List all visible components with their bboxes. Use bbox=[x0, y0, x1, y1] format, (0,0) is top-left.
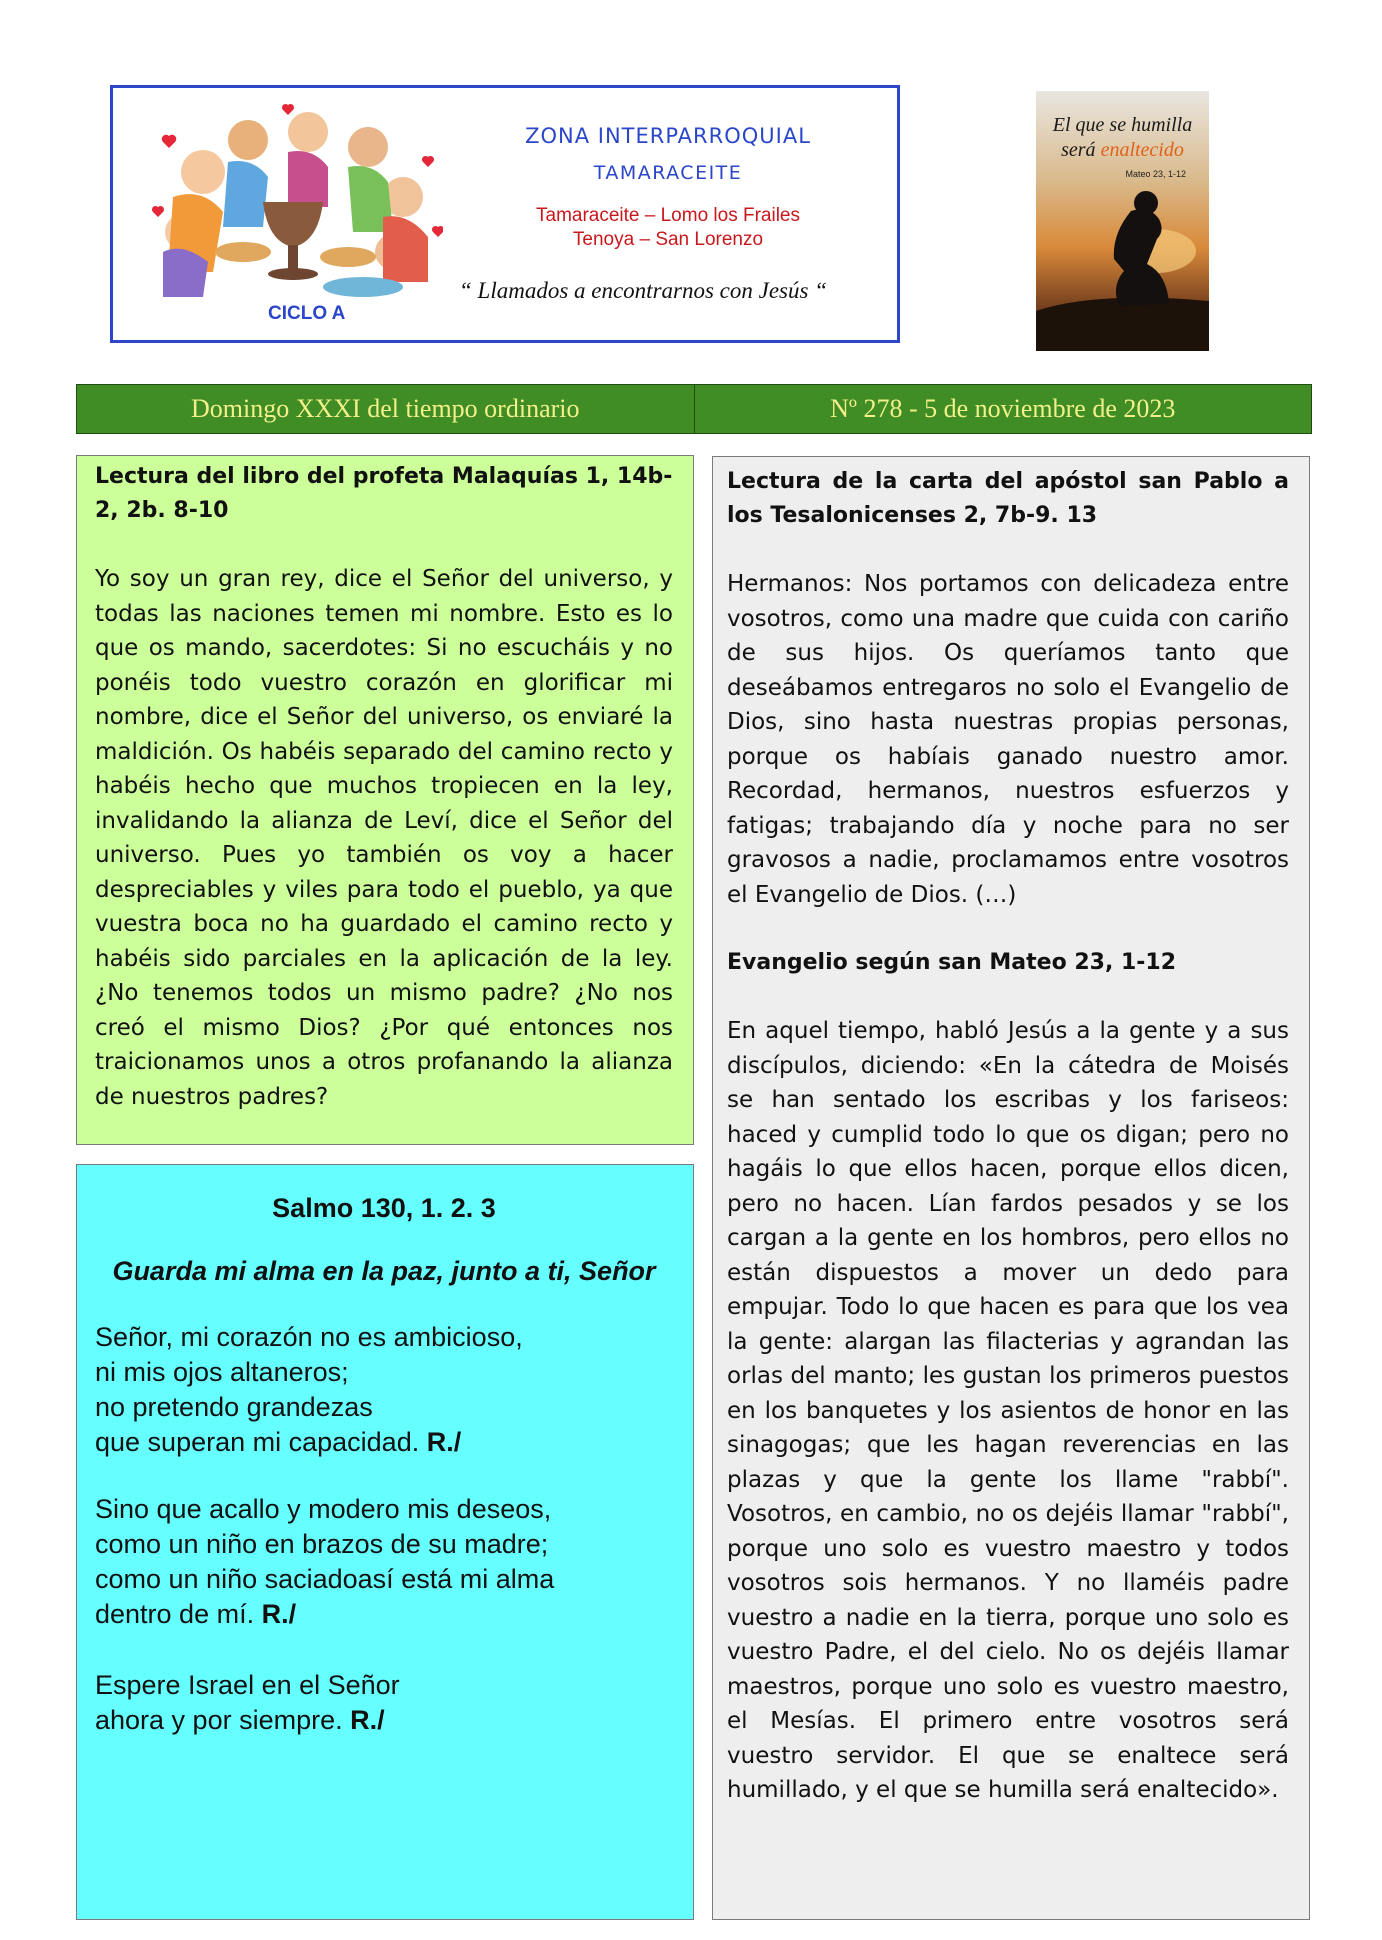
issue-date: Nº 278 - 5 de noviembre de 2023 bbox=[694, 385, 1312, 433]
stanza-line-text: que superan mi capacidad. bbox=[95, 1427, 427, 1457]
second-reading-gospel-box bbox=[712, 456, 1310, 1920]
places-line-2: Tenoya – San Lorenzo bbox=[572, 229, 764, 250]
cover-image bbox=[1036, 91, 1209, 351]
first-reading-text: Yo soy un gran rey, dice el Señor del universo, y todas las naciones temen mi nombre. Esto es lo que os mando, sacerdotes: Si no escucháis y no ponéis todo vuestro corazón en glorificar mi nombre, dice el Señor del universo, os enviaré la maldición. Os habéis separado del camino recto y habéis hecho que muchos tropiecen en la ley, invalidando la alianza de Leví, dice el Señor del universo. Pues yo también os voy a hacer despreciables y viles para todo el pueblo, ya que vuestra boca no ha guardado el camino recto y habéis sido parciales en la aplicación de la ley. ¿No tenemos todos un mismo padre? ¿No nos creó el mismo Dios? ¿Por qué entonces nos traicionamos unos a otros profanando la alianza de nuestros padres? bbox=[95, 566, 673, 1110]
cover-caption-word: será bbox=[1061, 139, 1101, 161]
date-bar bbox=[76, 384, 1312, 434]
response-marker: R./ bbox=[350, 1705, 385, 1735]
psalm-response: Guarda mi alma en la paz, junto a ti, Señor bbox=[112, 1256, 656, 1286]
cover-caption-line-2 bbox=[1036, 138, 1209, 163]
sunday-title: Domingo XXXI del tiempo ordinario bbox=[191, 394, 580, 423]
gospel-title: Evangelio según san Mateo 23, 1-12 bbox=[727, 950, 1177, 975]
psalm-box bbox=[76, 1164, 694, 1920]
first-reading-title: Lectura del libro del profeta Malaquías 1, 14b-2, 2b. 8-10 bbox=[95, 464, 673, 523]
stanza-line bbox=[95, 1597, 673, 1632]
stanza-line-text: ahora y por siempre. bbox=[95, 1705, 351, 1735]
stanza-line bbox=[95, 1425, 673, 1460]
stanza-line: como un niño saciadoasí está mi alma bbox=[95, 1564, 555, 1594]
cover-caption-accent: enaltecido bbox=[1100, 139, 1184, 161]
stanza-line: Sino que acallo y modero mis deseos, bbox=[95, 1494, 552, 1524]
response-marker: R./ bbox=[426, 1427, 462, 1457]
cover-reference: Mateo 23, 1-12 bbox=[1125, 169, 1186, 179]
psalm-stanza-3 bbox=[95, 1668, 673, 1738]
zone-title: ZONA INTERPARROQUIAL bbox=[525, 124, 811, 148]
second-reading-title: Lectura de la carta del apóstol san Pablo a los Tesalonicenses 2, 7b-9. 13 bbox=[727, 469, 1289, 528]
places-line-1: Tamaraceite – Lomo los Frailes bbox=[536, 205, 800, 226]
second-reading-text: Hermanos: Nos portamos con delicadeza entre vosotros, como una madre que cuida con cariño de sus hijos. Os queríamos tanto que deseábamos entregaros no solo el Evangelio de Dios, sino hasta nuestras propias personas, porque os habíais ganado nuestro amor. Recordad, hermanos, nuestros esfuerzos y fatigas; trabajando día y noche para no ser gravosos a nadie, proclamamos entre vosotros el Evangelio de Dios. (…) bbox=[727, 571, 1289, 908]
liturgical-cycle: CICLO A bbox=[268, 303, 346, 324]
motto: “ Llamados a encontrarnos con Jesús “ bbox=[458, 278, 827, 303]
psalm-title: Salmo 130, 1. 2. 3 bbox=[272, 1193, 496, 1223]
response-marker: R./ bbox=[261, 1599, 297, 1629]
cover-caption bbox=[1036, 113, 1209, 163]
stanza-line: como un niño en brazos de su madre; bbox=[95, 1529, 549, 1559]
psalm-stanza-1 bbox=[95, 1320, 673, 1460]
community-illustration bbox=[143, 102, 443, 302]
first-reading-box bbox=[76, 455, 694, 1145]
stanza-line: Señor, mi corazón no es ambicioso, bbox=[95, 1322, 523, 1352]
stanza-line: Espere Israel en el Señor bbox=[95, 1670, 400, 1700]
stanza-line: ni mis ojos altaneros; bbox=[95, 1357, 349, 1387]
parish-header bbox=[110, 85, 900, 343]
stanza-line: no pretendo grandezas bbox=[95, 1392, 373, 1422]
stanza-line-text: dentro de mí. bbox=[95, 1599, 262, 1629]
zone-places bbox=[463, 204, 873, 252]
stanza-line bbox=[95, 1703, 673, 1738]
psalm-stanza-2 bbox=[95, 1492, 673, 1632]
zone-subtitle: TAMARACEITE bbox=[593, 162, 743, 184]
cover-caption-line-1: El que se humilla bbox=[1052, 114, 1193, 136]
gospel-text: En aquel tiempo, habló Jesús a la gente y a sus discípulos, diciendo: «En la cátedra de Moisés se han sentado los escribas y los fariseos: haced y cumplid todo lo que os digan; pero no hagáis lo que ellos hacen, porque ellos dicen, pero no hacen. Lían fardos pesados y se los cargan a la gente en los hombros, pero ellos no están dispuestos a mover un dedo para empujar. Todo lo que hacen es para que los vea la gente: alargan las filacterias y agrandan las orlas del manto; les gustan los primeros puestos en los banquetes y los asientos de honor en las sinagogas; que les hagan reverencias en las plazas y que la gente los llame "rabbí". Vosotros, en cambio, no os dejéis llamar "rabbí", porque uno solo es vuestro maestro y todos vosotros sois hermanos. Y no llaméis padre vuestro a nadie en la tierra, porque uno solo es vuestro Padre, el del cielo. No os dejéis llamar maestros, porque uno solo es vuestro maestro, el Mesías. El primero entre vosotros será vuestro servidor. El que se enaltece será humillado, y el que se humilla será enaltecido». bbox=[727, 1018, 1289, 1803]
